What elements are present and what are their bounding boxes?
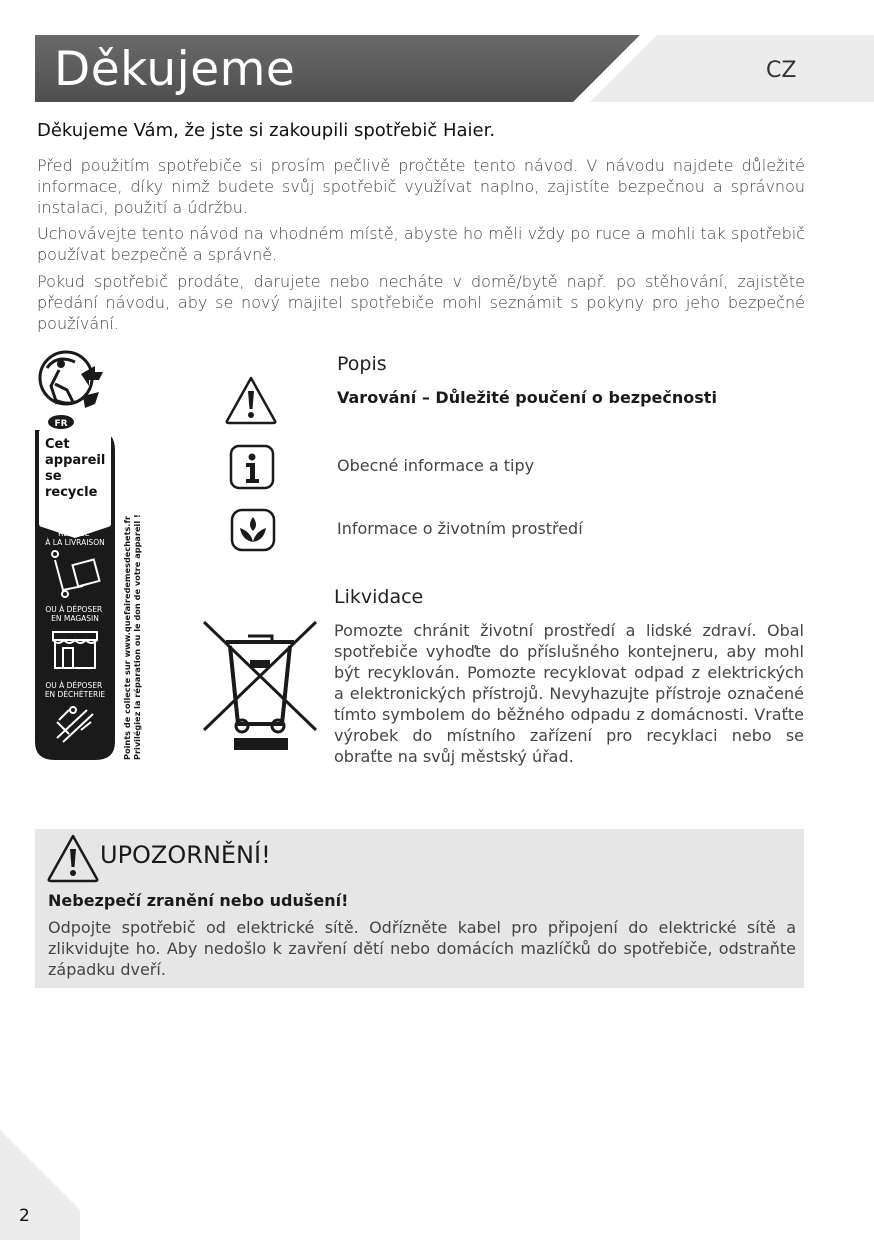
warning-triangle-icon xyxy=(224,375,278,425)
environment-leaf-icon xyxy=(230,508,276,552)
triman-heading-line: Cet xyxy=(45,437,70,452)
triman-option-label: OU À DÉPOSER xyxy=(45,681,103,690)
disposal-title: Likvidace xyxy=(334,586,424,608)
svg-text:OU À DÉPOSER EN DÉCHÈTERIE xyxy=(45,681,106,699)
triman-option-label: À LA LIVRAISON xyxy=(45,538,105,547)
language-code: CZ xyxy=(766,58,797,83)
page-title: Děkujeme xyxy=(54,42,296,97)
legend-title: Popis xyxy=(337,353,387,375)
crossed-bin-weee-icon xyxy=(198,614,322,756)
triman-option-label: EN DÉCHÈTERIE xyxy=(44,690,106,699)
warning-box-text: Odpojte spotřebič od elektrické sítě. Odřízněte kabel pro připojení do elektrické sítě a zlikvidujte ho. Aby nedošlo k zavření dětí nebo domácích mazlíčků do spotřebiče, odstraňte západku dveří. xyxy=(48,918,796,979)
intro-paragraph: Před použitím spotřebiče si prosím pečlivě pročtěte tento návod. V návodu najdete důležité informace, díky nimž budete svůj spotřebič využívat naplno, zajistíte bezpečnou a správnou instalaci, použití a údržbu. xyxy=(37,156,805,217)
warning-box-title: UPOZORNĚNÍ! xyxy=(100,841,271,869)
intro-paragraph: Pokud spotřebič prodáte, darujete nebo necháte v domě/bytě např. po stěhování, zajistěte předání návodu, aby se nový majitel spotřebiče mohl seznámit s pokyny pro jeho bezpečné používání. xyxy=(37,272,805,333)
page-corner-decoration xyxy=(0,1130,80,1240)
triman-option-label: EN MAGASIN xyxy=(51,614,99,623)
triman-heading-line: appareil xyxy=(45,453,106,468)
header-right-tab xyxy=(590,35,874,102)
legend-info-text: Obecné informace a tipy xyxy=(337,456,535,475)
triman-heading-line: recycle xyxy=(45,485,98,500)
triman-side-text: Points de collecte sur www.quefairedemesdechets.fr xyxy=(122,515,132,760)
svg-text:OU À DÉPOSER EN MAGASIN xyxy=(45,605,104,623)
warning-triangle-icon xyxy=(46,833,100,883)
triman-option-label: OU À DÉPOSER xyxy=(45,605,103,614)
triman-heading-line: se xyxy=(45,469,62,484)
disposal-text: Pomozte chránit životní prostředí a lidské zdraví. Obal spotřebiče vyhoďte do příslušného kontejneru, aby mohl být recyklován. Pomozte recyklovat odpad z elektrických a elektronických přístrojů. Nevyhazujte přístroje označené tímto symbolem do běžného odpadu z domácnosti. Vraťte výrobek do místního zařízení pro recyklaci nebo se obraťte na svůj městský úřad. xyxy=(334,621,804,766)
intro-heading: Děkujeme Vám, že jste si zakoupili spotřebič Haier. xyxy=(37,120,496,141)
legend-warning-text: Varování – Důležité poučení o bezpečnosti xyxy=(337,388,717,407)
legend-environment-text: Informace o životním prostředí xyxy=(337,519,583,538)
info-icon xyxy=(229,444,275,490)
page-number: 2 xyxy=(19,1206,30,1226)
triman-side-text: Privilégiez la réparation ou le don de votre appareil ! xyxy=(132,514,142,760)
triman-recycling-logo xyxy=(33,350,148,762)
intro-paragraph: Uchovávejte tento návod na vhodném místě, abyste ho měli vždy po ruce a mohli tak spotřebič používat bezpečně a správně. xyxy=(37,224,805,264)
warning-box-subtitle: Nebezpečí zranění nebo udušení! xyxy=(48,891,349,910)
triman-option-label: REPRISE xyxy=(58,529,90,538)
triman-badge: FR xyxy=(54,419,68,429)
